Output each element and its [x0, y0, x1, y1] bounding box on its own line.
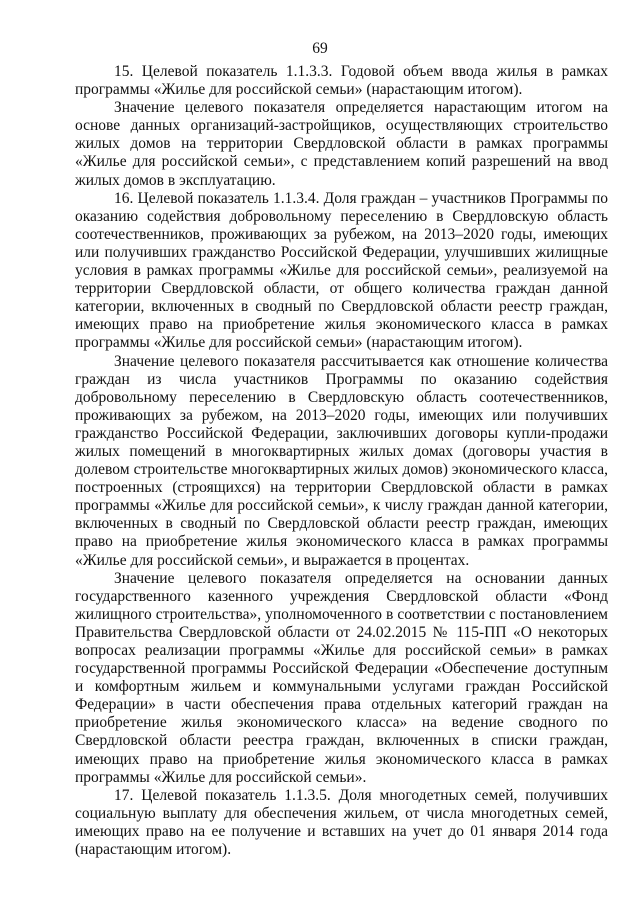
page-number: 69	[312, 40, 328, 57]
paragraph-indicator-15: 15. Целевой показатель 1.1.3.3. Годовой объем ввода жилья в рамках программы «Жилье для российской семьи» (нарастающим итогом).	[75, 63, 608, 99]
paragraph-indicator-16: 16. Целевой показатель 1.1.3.4. Доля граждан – участников Программы по оказанию содействия добровольному переселению в Свердловскую область соотечественников, проживающих за рубежом, на 2013–2020 годы, имеющих или получивших гражданство Российской Федерации, улучшивших жилищные условия в рамках программы «Жилье для российской семьи», реализуемой на территории Свердловской области, от общего количества граждан данной категории, включенных в сводный по Свердловской области реестр граждан, имеющих право на приобретение жилья экономического класса в рамках программы «Жилье для российской семьи» (нарастающим итогом).	[75, 189, 608, 352]
paragraph-indicator-16-calculation: Значение целевого показателя рассчитывается как отношение количества граждан из числа участников Программы по оказанию содействия добровольному переселению в Свердловскую область соотечественников, проживающих за рубежом, на 2013–2020 годы, имеющих или получивших гражданство Российской Федерации, заключивших договоры купли-продажи жилых помещений в многоквартирных жилых домах (договоры участия в долевом строительстве многоквартирных жилых домов) экономического класса, построенных (строящихся) на территории Свердловской области в рамках программы «Жилье для российской семьи», к числу граждан данной категории, включенных в сводный по Свердловской области реестр граждан, имеющих право на приобретение жилья экономического класса в рамках программы «Жилье для российской семьи», и выражается в процентах.	[75, 352, 608, 569]
paragraph-indicator-16-source: Значение целевого показателя определяется на основании данных государственного казенного учреждения Свердловской области «Фонд жилищного строительства», уполномоченного в соответствии с постановлением Правительства Свердловской области от 24.02.2015 № 115-ПП «О некоторых вопросах реализации программы «Жилье для российской семьи» в рамках государственной программы Российской Федерации «Обеспечение доступным и комфортным жильем и коммунальными услугами граждан Российской Федерации» в части обеспечения права отдельных категорий граждан на приобретение жилья экономического класса» на ведение сводного по Свердловской области реестра граждан, включенных в списки граждан, имеющих право на приобретение жилья экономического класса в рамках программы «Жилье для российской семьи».	[75, 569, 608, 786]
paragraph-indicator-15-value: Значение целевого показателя определяется нарастающим итогом на основе данных организаций-застройщиков, осуществляющих строительство жилых домов на территории Свердловской области в рамках программы «Жилье для российской семьи», с представлением копий разрешений на ввод жилых домов в эксплуатацию.	[75, 99, 608, 189]
document-body	[75, 63, 608, 859]
paragraph-indicator-17: 17. Целевой показатель 1.1.3.5. Доля многодетных семей, получивших социальную выплату для обеспечения жильем, от числа многодетных семей, имеющих право на ее получение и вставших на учет до 01 января 2014 года (нарастающим итогом).	[75, 786, 608, 859]
